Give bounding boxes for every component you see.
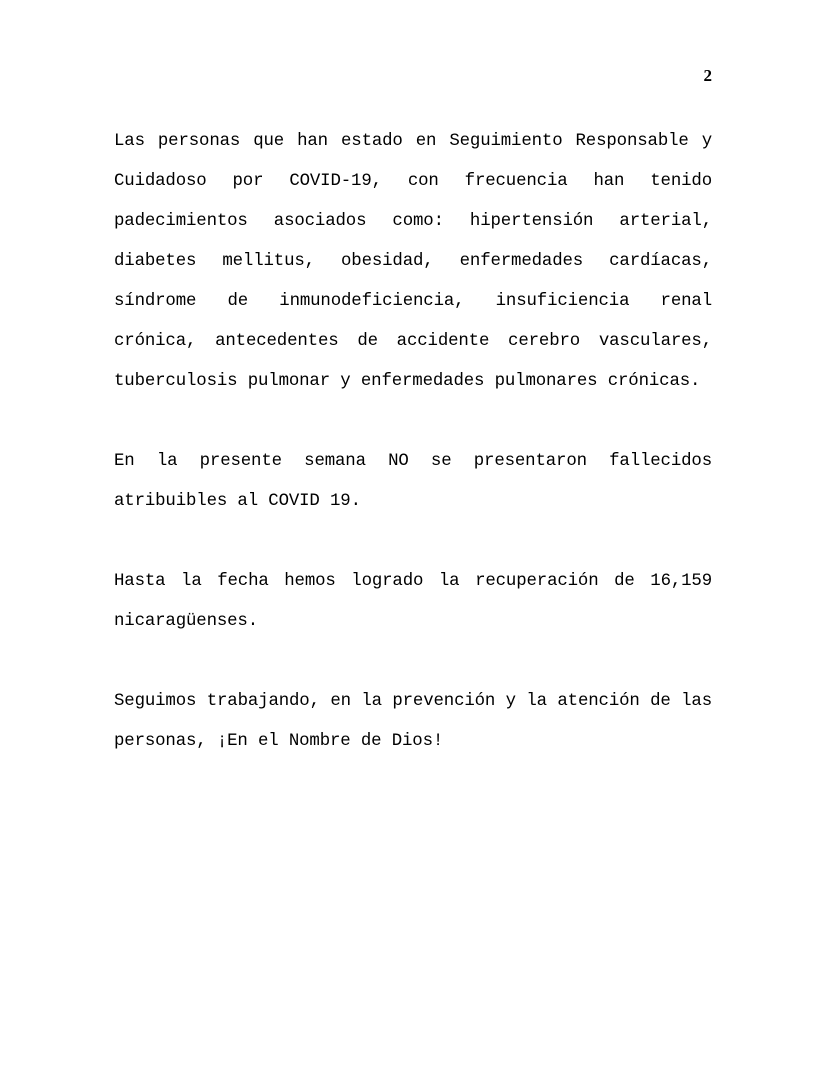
page-number: 2 (703, 66, 712, 85)
paragraph-antecedentes: Las personas que han estado en Seguimiento Responsable y Cuidadoso por COVID-19, con frecuencia han tenido padecimientos asociados como: hipertensión arterial, diabetes mellitus, obesidad, enfermedades cardíacas, síndrome de inmunodeficiencia, insuficiencia renal crónica, antecedentes de accidente cerebro vasculares, tuberculosis pulmonar y enfermedades pulmonares crónicas. (114, 132, 712, 391)
paragraph-fallecidos: En la presente semana NO se presentaron fallecidos atribuibles al COVID 19. (114, 452, 712, 511)
document-body (114, 122, 712, 762)
paragraph-recuperados: Hasta la fecha hemos logrado la recuperación de 16,159 nicaragüenses. (114, 572, 712, 631)
paragraph-cierre: Seguimos trabajando, en la prevención y la atención de las personas, ¡En el Nombre de Dios! (114, 692, 712, 751)
